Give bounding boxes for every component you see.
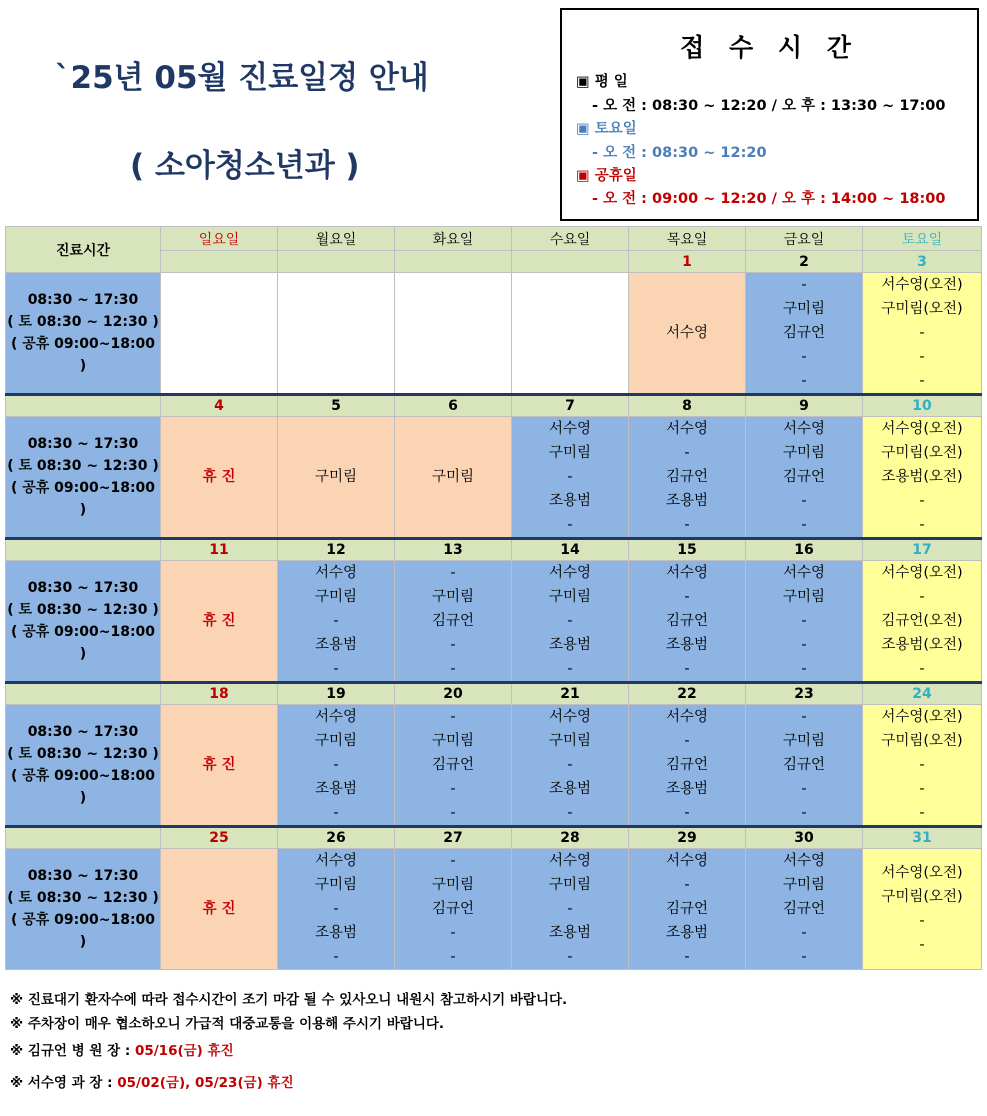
page-subtitle: ( 소아청소년과 ) (130, 148, 360, 184)
doctor-line: - (684, 805, 690, 821)
note-1: ※ 진료대기 환자수에 따라 접수시간이 조기 마감 될 수 있사오니 내원시 참고하시기 바랍니다. (10, 992, 568, 1008)
day-header: 월요일 (278, 227, 395, 251)
doctor-cell (746, 705, 863, 827)
doctor-line: - (801, 373, 807, 389)
doctor-line: 서수영 (548, 421, 592, 437)
date-cell: 1 (629, 251, 746, 273)
doctor-cell (629, 417, 746, 539)
doctor-cell (863, 849, 982, 970)
note-4 (10, 1071, 294, 1091)
note-3-prefix: ※ 김규언 병 원 장 : (10, 1043, 135, 1059)
date-cell: 24 (863, 683, 982, 705)
day-header: 토요일 (863, 227, 982, 251)
doctor-line: 구미림 (314, 877, 358, 893)
date-cell: 9 (746, 395, 863, 417)
doctor-cell (512, 273, 629, 395)
date-cell: 16 (746, 539, 863, 561)
doctor-line: 조용범 (314, 781, 358, 797)
doctor-line: - (801, 781, 807, 797)
doctor-cell (278, 849, 395, 970)
doctor-line: - (801, 277, 807, 293)
hours-line: ( 공휴 09:00~18:00 ) (10, 624, 156, 662)
holiday-label: ▣ 공휴일 (576, 168, 637, 184)
doctor-line: - (801, 805, 807, 821)
doctor-line: - (450, 925, 456, 941)
doctor-line: 조용범 (548, 637, 592, 653)
date-cell: 29 (629, 827, 746, 849)
doctor-line: - (919, 661, 925, 677)
doctor-line: 김규언 (665, 613, 709, 629)
doctor-cell (746, 561, 863, 683)
doctor-line: 서수영 (548, 565, 592, 581)
doctor-line: 김규언 (431, 901, 475, 917)
doctor-line: 조용범 (665, 493, 709, 509)
doctor-line: 조용범(오전) (881, 637, 963, 653)
doctor-line: 조용범 (665, 925, 709, 941)
note-3 (10, 1039, 234, 1059)
date-cell: 12 (278, 539, 395, 561)
doctor-cell (512, 417, 629, 539)
date-cell: 27 (395, 827, 512, 849)
hours-cell (6, 273, 161, 395)
hours-line: 08:30 ~ 17:30 (27, 292, 139, 308)
doctor-cell (161, 849, 278, 970)
hours-line: ( 토 08:30 ~ 12:30 ) (7, 746, 159, 762)
date-row (6, 827, 982, 849)
doctor-line: - (684, 589, 690, 605)
date-cell: 14 (512, 539, 629, 561)
doctor-cell (278, 705, 395, 827)
doctor-line: 구미림 (548, 445, 592, 461)
date-cell (395, 251, 512, 273)
doctor-line: - (450, 565, 456, 581)
doctor-cell (161, 705, 278, 827)
doctor-line: - (684, 517, 690, 533)
doctor-cell (863, 273, 982, 395)
doctor-line: 서수영 (314, 709, 358, 725)
date-cell: 2 (746, 251, 863, 273)
doctor-line: 김규언 (665, 901, 709, 917)
hours-cell (6, 561, 161, 683)
doctor-line: 김규언 (782, 757, 826, 773)
doctor-line: - (567, 469, 573, 485)
hours-line: ( 공휴 09:00~18:00 ) (10, 336, 156, 374)
note-4-prefix: ※ 서수영 과 장 : (10, 1075, 118, 1091)
doctor-line: - (333, 949, 339, 965)
doctor-cell (629, 273, 746, 395)
note-4-value: 05/02(금), 05/23(금) 휴진 (117, 1075, 294, 1091)
doctor-line: - (684, 877, 690, 893)
doctor-line: 김규언(오전) (881, 613, 963, 629)
doctor-line: - (567, 901, 573, 917)
doctor-line: 구미림 (548, 733, 592, 749)
doctor-line: 휴 진 (202, 757, 236, 773)
saturday-time: - 오 전 : 08:30 ~ 12:20 (592, 145, 767, 161)
doctor-line: 김규언 (665, 469, 709, 485)
saturday-label: ▣ 토요일 (576, 121, 637, 137)
doctor-line: 휴 진 (202, 613, 236, 629)
doctor-line: 구미림 (548, 589, 592, 605)
weekday-label: ▣ 평 일 (576, 74, 628, 90)
doctor-line: - (567, 757, 573, 773)
schedule-table (5, 226, 982, 970)
holiday-time: - 오 전 : 09:00 ~ 12:20 / 오 후 : 14:00 ~ 18:00 (592, 191, 946, 207)
doctor-line: 김규언 (782, 469, 826, 485)
date-cell: 8 (629, 395, 746, 417)
schedule-row (6, 561, 982, 683)
hours-line: 08:30 ~ 17:30 (27, 724, 139, 740)
doctor-line: - (684, 445, 690, 461)
doctor-line: - (801, 949, 807, 965)
doctor-line: 김규언 (782, 901, 826, 917)
doctor-line: - (919, 757, 925, 773)
date-cell: 7 (512, 395, 629, 417)
hours-line: ( 공휴 09:00~18:00 ) (10, 912, 156, 950)
doctor-line: 구미림 (431, 733, 475, 749)
day-header: 목요일 (629, 227, 746, 251)
hours-line: ( 토 08:30 ~ 12:30 ) (7, 314, 159, 330)
doctor-cell (746, 849, 863, 970)
doctor-line: 조용범 (314, 637, 358, 653)
doctor-line: - (450, 661, 456, 677)
doctor-line: - (567, 613, 573, 629)
date-cell: 21 (512, 683, 629, 705)
weekday-time: - 오 전 : 08:30 ~ 12:20 / 오 후 : 13:30 ~ 17:00 (592, 98, 946, 114)
hours-line: ( 토 08:30 ~ 12:30 ) (7, 602, 159, 618)
doctor-line: 서수영 (782, 421, 826, 437)
date-cell: 18 (161, 683, 278, 705)
doctor-cell (395, 417, 512, 539)
doctor-line: 조용범 (314, 925, 358, 941)
doctor-line: - (801, 925, 807, 941)
date-cell: 31 (863, 827, 982, 849)
date-row-spacer (6, 827, 161, 849)
doctor-line: - (801, 517, 807, 533)
schedule-row (6, 705, 982, 827)
hours-line: ( 토 08:30 ~ 12:30 ) (7, 890, 159, 906)
hours-line: 08:30 ~ 17:30 (27, 868, 139, 884)
doctor-line: - (450, 805, 456, 821)
doctor-line: - (567, 805, 573, 821)
doctor-cell (278, 273, 395, 395)
doctor-line: 조용범(오전) (881, 469, 963, 485)
doctor-line: 서수영 (548, 853, 592, 869)
doctor-line: - (684, 661, 690, 677)
doctor-line: 서수영(오전) (881, 865, 963, 881)
doctor-line: 구미림(오전) (881, 301, 963, 317)
hours-cell (6, 417, 161, 539)
hours-cell (6, 849, 161, 970)
doctor-cell (395, 561, 512, 683)
doctor-line: - (919, 805, 925, 821)
doctor-line: 서수영(오전) (881, 565, 963, 581)
doctor-line: - (684, 949, 690, 965)
doctor-line: 구미림 (314, 589, 358, 605)
page-title: `25년 05월 진료일정 안내 (55, 60, 429, 96)
doctor-line: 구미림 (782, 733, 826, 749)
doctor-line: 서수영 (314, 853, 358, 869)
doctor-line: - (919, 493, 925, 509)
date-row (6, 683, 982, 705)
date-row (6, 395, 982, 417)
doctor-cell (863, 561, 982, 683)
doctor-line: - (567, 949, 573, 965)
note-3-value: 05/16(금) 휴진 (134, 1043, 234, 1059)
doctor-line: - (567, 517, 573, 533)
doctor-line: 구미림 (431, 877, 475, 893)
doctor-line: 조용범 (665, 637, 709, 653)
doctor-line: 구미림 (548, 877, 592, 893)
doctor-line: 조용범 (548, 925, 592, 941)
doctor-line: 구미림(오전) (881, 733, 963, 749)
doctor-line: - (919, 373, 925, 389)
doctor-cell (746, 417, 863, 539)
day-header: 일요일 (161, 227, 278, 251)
doctor-cell (395, 849, 512, 970)
schedule-row (6, 849, 982, 970)
doctor-line: 서수영(오전) (881, 277, 963, 293)
doctor-line: 구미림 (431, 589, 475, 605)
doctor-cell (746, 273, 863, 395)
time-header: 진료시간 (6, 227, 161, 273)
day-header-row (6, 227, 982, 251)
doctor-line: 구미림 (314, 733, 358, 749)
date-row (6, 539, 982, 561)
doctor-line: - (450, 853, 456, 869)
doctor-line: - (919, 781, 925, 797)
date-cell: 13 (395, 539, 512, 561)
doctor-line: - (801, 493, 807, 509)
reception-hours-title: 접 수 시 간 (680, 33, 859, 62)
doctor-line: 서수영(오전) (881, 421, 963, 437)
doctor-line: 서수영 (665, 709, 709, 725)
hours-line: ( 토 08:30 ~ 12:30 ) (7, 458, 159, 474)
doctor-line: - (450, 949, 456, 965)
day-header: 화요일 (395, 227, 512, 251)
doctor-line: 김규언 (431, 757, 475, 773)
doctor-line: - (333, 805, 339, 821)
date-cell: 25 (161, 827, 278, 849)
doctor-line: - (801, 661, 807, 677)
doctor-line: 서수영 (314, 565, 358, 581)
doctor-line: 조용범 (665, 781, 709, 797)
doctor-line: 서수영 (548, 709, 592, 725)
doctor-cell (161, 561, 278, 683)
date-cell: 15 (629, 539, 746, 561)
doctor-cell (863, 705, 982, 827)
doctor-line: - (333, 901, 339, 917)
doctor-line: 김규언 (665, 757, 709, 773)
hours-line: ( 공휴 09:00~18:00 ) (10, 480, 156, 518)
date-cell: 20 (395, 683, 512, 705)
doctor-line: - (333, 661, 339, 677)
day-header: 금요일 (746, 227, 863, 251)
date-cell: 19 (278, 683, 395, 705)
doctor-cell (161, 273, 278, 395)
doctor-cell (629, 705, 746, 827)
doctor-line: 서수영 (665, 565, 709, 581)
date-row-spacer (6, 683, 161, 705)
doctor-cell (863, 417, 982, 539)
doctor-line: 서수영 (665, 421, 709, 437)
doctor-cell (161, 417, 278, 539)
date-cell: 23 (746, 683, 863, 705)
date-cell: 22 (629, 683, 746, 705)
doctor-line: 조용범 (548, 493, 592, 509)
date-cell (161, 251, 278, 273)
date-row-spacer (6, 539, 161, 561)
doctor-line: 구미림(오전) (881, 889, 963, 905)
doctor-line: 휴 진 (202, 469, 236, 485)
doctor-line: - (567, 661, 573, 677)
date-row-spacer (6, 395, 161, 417)
doctor-line: 구미림 (782, 877, 826, 893)
date-cell: 17 (863, 539, 982, 561)
date-cell: 30 (746, 827, 863, 849)
doctor-cell (512, 561, 629, 683)
doctor-line: 김규언 (782, 325, 826, 341)
doctor-line: - (919, 937, 925, 953)
doctor-line: 서수영 (665, 853, 709, 869)
date-cell: 5 (278, 395, 395, 417)
hours-line: ( 공휴 09:00~18:00 ) (10, 768, 156, 806)
doctor-cell (278, 561, 395, 683)
date-cell: 28 (512, 827, 629, 849)
doctor-line: - (919, 517, 925, 533)
doctor-line: - (450, 637, 456, 653)
doctor-line: - (801, 613, 807, 629)
doctor-line: - (919, 349, 925, 365)
doctor-line: - (450, 781, 456, 797)
hours-cell (6, 705, 161, 827)
date-cell: 10 (863, 395, 982, 417)
doctor-line: 구미림 (314, 469, 358, 485)
doctor-line: - (333, 613, 339, 629)
doctor-cell (395, 273, 512, 395)
date-cell: 11 (161, 539, 278, 561)
doctor-line: 구미림 (782, 445, 826, 461)
doctor-line: - (333, 757, 339, 773)
doctor-line: - (684, 733, 690, 749)
doctor-cell (512, 849, 629, 970)
hours-line: 08:30 ~ 17:30 (27, 580, 139, 596)
doctor-line: - (450, 709, 456, 725)
doctor-cell (278, 417, 395, 539)
doctor-line: 서수영 (782, 853, 826, 869)
doctor-line: 구미림 (431, 469, 475, 485)
doctor-line: 조용범 (548, 781, 592, 797)
date-cell: 6 (395, 395, 512, 417)
hours-line: 08:30 ~ 17:30 (27, 436, 139, 452)
date-cell: 26 (278, 827, 395, 849)
doctor-cell (629, 849, 746, 970)
doctor-line: 서수영 (782, 565, 826, 581)
doctor-line: 구미림 (782, 301, 826, 317)
doctor-line: 구미림 (782, 589, 826, 605)
doctor-cell (395, 705, 512, 827)
reception-hours-box (560, 8, 979, 221)
doctor-line: - (801, 709, 807, 725)
doctor-line: 김규언 (431, 613, 475, 629)
doctor-line: - (919, 589, 925, 605)
doctor-cell (512, 705, 629, 827)
doctor-line: 서수영 (665, 325, 709, 341)
doctor-line: 서수영(오전) (881, 709, 963, 725)
doctor-cell (629, 561, 746, 683)
schedule-row (6, 273, 982, 395)
day-header: 수요일 (512, 227, 629, 251)
doctor-line: - (801, 349, 807, 365)
date-cell: 4 (161, 395, 278, 417)
note-2: ※ 주차장이 매우 협소하오니 가급적 대중교통을 이용해 주시기 바랍니다. (10, 1016, 445, 1032)
doctor-line: - (919, 913, 925, 929)
doctor-line: - (801, 637, 807, 653)
doctor-line: 휴 진 (202, 901, 236, 917)
schedule-row (6, 417, 982, 539)
date-cell: 3 (863, 251, 982, 273)
doctor-line: - (919, 325, 925, 341)
date-cell (512, 251, 629, 273)
doctor-line: 구미림(오전) (881, 445, 963, 461)
date-cell (278, 251, 395, 273)
